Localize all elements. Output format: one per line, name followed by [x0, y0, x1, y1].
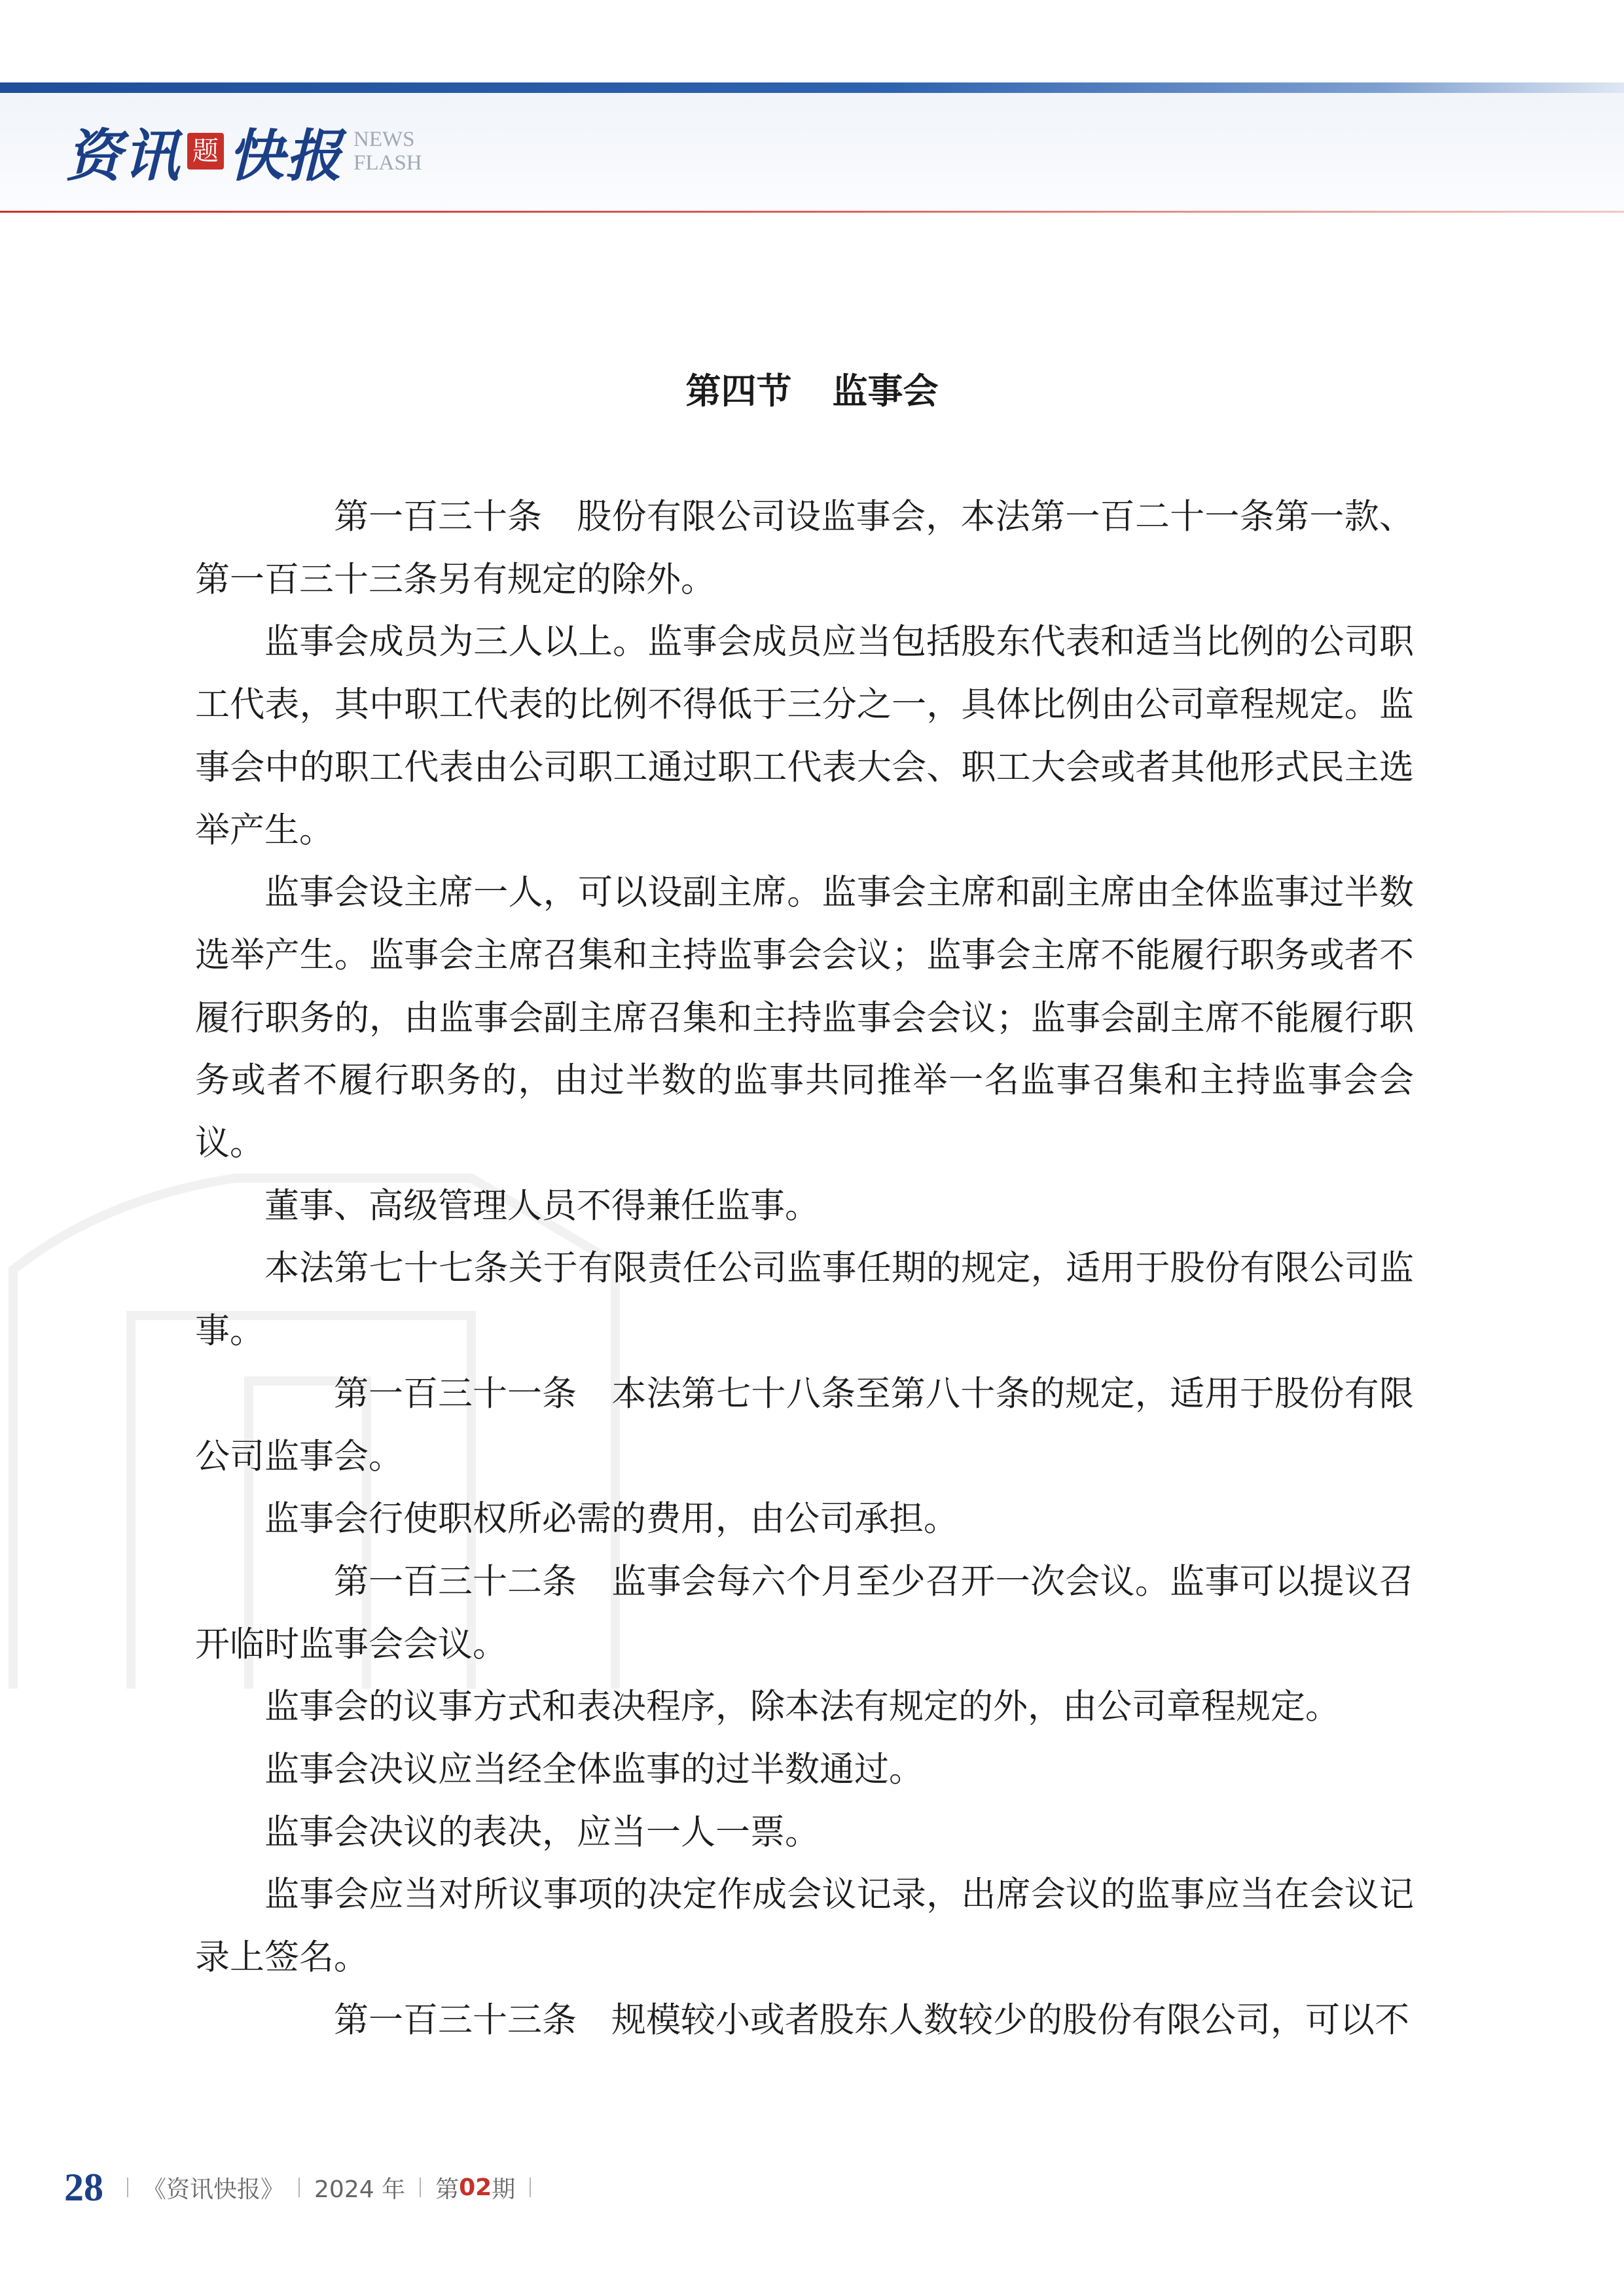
article-body — [195, 486, 1414, 2052]
paragraph-text: 监事会应当对所议事项的决定作成会议记录，出席会议的监事应当在会议记录上签名。 — [195, 1874, 1414, 1978]
paragraph-text: 监事会的议事方式和表决程序，除本法有规定的外，由公司章程规定。 — [264, 1687, 1340, 1727]
paragraph — [195, 486, 1414, 611]
flash-label: FLASH — [353, 151, 422, 175]
paragraph — [195, 1551, 1414, 1676]
issue-number: 02 — [459, 2174, 492, 2201]
issue-suffix: 期 — [492, 2176, 516, 2203]
paragraph-text: 监事会决议应当经全体监事的过半数通过。 — [264, 1749, 924, 1790]
page-footer — [64, 2161, 545, 2214]
footer-separator — [530, 2178, 531, 2197]
paragraph — [195, 1989, 1414, 2052]
paragraph — [195, 1801, 1414, 1864]
paragraph-text: 规模较小或者股东人数较少的股份有限公司，可以不 — [611, 2000, 1409, 2040]
page-number: 28 — [64, 2165, 103, 2209]
footer-separator — [127, 2178, 128, 2197]
news-flash-label — [353, 128, 422, 175]
issue-year: 2024 年 — [314, 2176, 406, 2203]
paragraph-text: 本法第七十七条关于有限责任公司监事任期的规定，适用于股份有限公司监事。 — [195, 1248, 1414, 1352]
paragraph-text: 监事会决议的表决，应当一人一票。 — [264, 1812, 820, 1852]
brand-name-left: 资讯 — [65, 123, 181, 189]
article-number: 第一百三十二条 — [334, 1561, 577, 1602]
paragraph — [195, 1676, 1414, 1738]
paragraph-text: 监事会每六个月至少召开一次会议。监事可以提议召开临时监事会会议。 — [195, 1561, 1414, 1664]
header-divider — [0, 211, 1624, 213]
paragraph — [195, 1363, 1414, 1488]
brand-name-right: 快报 — [228, 123, 343, 189]
paragraph-text: 监事会成员为三人以上。监事会成员应当包括股东代表和适当比例的公司职工代表，其中职工代表的比例不得低于三分之一，具体比例由公司章程规定。监事会中的职工代表由公司职工通过职工代表大会、职工大会或者其他形式民主选举产生。 — [195, 622, 1414, 850]
paragraph — [195, 1175, 1414, 1238]
article-number: 第一百三十三条 — [334, 2000, 577, 2040]
section-title — [0, 363, 1624, 414]
paragraph-text: 监事会设主席一人，可以设副主席。监事会主席和副主席由全体监事过半数选举产生。监事会主席召集和主持监事会会议；监事会主席不能履行职务或者不履行职务的，由监事会副主席召集和主持监事会会议；监事会副主席不能履行职务或者不履行职务的，由过半数的监事共同推举一名监事召集和主持监事会会议。 — [195, 872, 1414, 1164]
paragraph-text: 股份有限公司设监事会，本法第一百二十一条第一款、第一百三十三条另有规定的除外。 — [195, 497, 1414, 600]
section-name: 监事会 — [832, 370, 939, 412]
paragraph — [195, 611, 1414, 861]
footer-separator — [298, 2178, 300, 2197]
paragraph — [195, 1237, 1414, 1362]
paragraph — [195, 861, 1414, 1175]
issue-prefix: 第 — [435, 2176, 460, 2203]
seal-icon: 题 — [187, 133, 224, 170]
footer-separator — [420, 2178, 421, 2197]
article-number: 第一百三十条 — [334, 497, 542, 537]
paragraph — [195, 1488, 1414, 1551]
paragraph-text: 董事、高级管理人员不得兼任监事。 — [264, 1185, 820, 1226]
paragraph-text: 监事会行使职权所必需的费用，由公司承担。 — [264, 1499, 958, 1539]
publication-name: 《资讯快报》 — [143, 2176, 285, 2203]
paragraph — [195, 1738, 1414, 1801]
paragraph-text: 本法第七十八条至第八十条的规定，适用于股份有限公司监事会。 — [195, 1373, 1414, 1477]
masthead-logo — [65, 115, 422, 187]
news-label: NEWS — [353, 128, 415, 151]
paragraph — [195, 1863, 1414, 1988]
section-number: 第四节 — [685, 370, 792, 412]
article-number: 第一百三十一条 — [334, 1373, 577, 1414]
header-top-bar — [0, 82, 1624, 93]
